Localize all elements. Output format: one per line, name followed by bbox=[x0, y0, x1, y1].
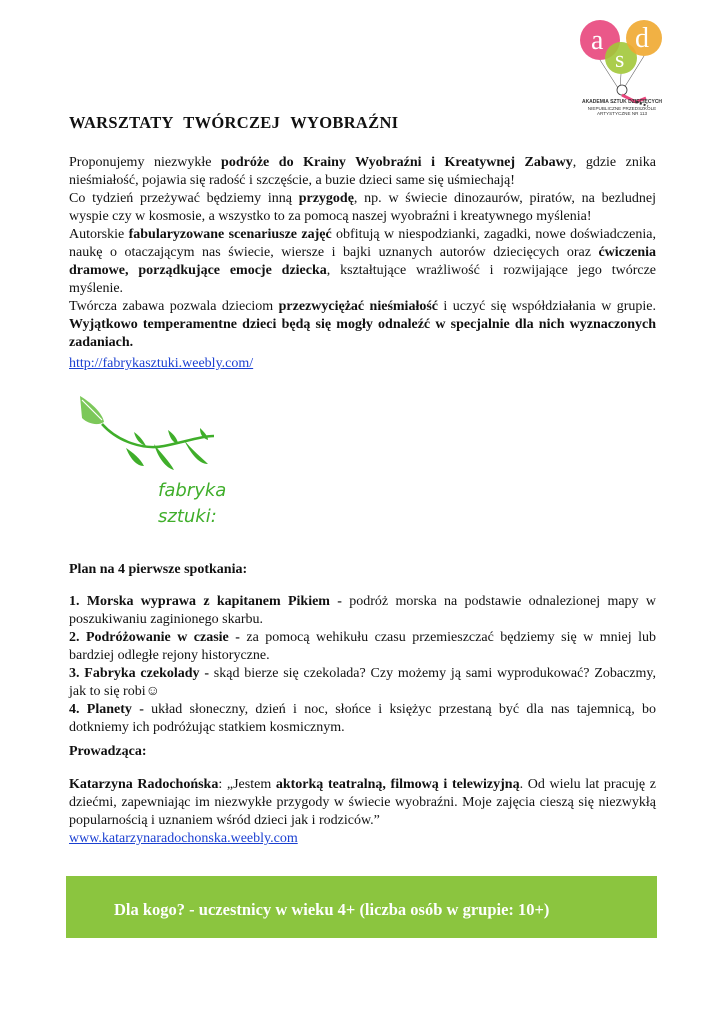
sztuki-word: sztuki: bbox=[158, 506, 217, 527]
leader-link[interactable]: www.katarzynaradochonska.weebly.com bbox=[69, 831, 298, 846]
leader-text: Katarzyna Radochońska: „Jestem aktorką teatralną, filmową i telewizyjną. Od wielu lat pracuję z dziećmi, zapewniając im niezwykłe przygody w świecie wyobraźni. Moje zajęcia cieszą się niezwykłą popularnością i uznaniem wśród dzieci jak i rodziców.” www.katarzynaradochonska.weebly.com bbox=[69, 777, 656, 846]
leader-heading: Prowadząca: bbox=[69, 744, 147, 759]
asd-caption-sub: NIEPUBLICZNE PRZEDSZKOLE ARTYSTYCZNE NR 113 bbox=[587, 105, 657, 116]
intro-paragraph-1: Proponujemy niezwykłe podróże do Krainy Wyobraźni i Kreatywnej Zabawy, gdzie znika nieśmiałość, pojawia się radość i szczęście, a buzie dzieci same się uśmiechają! bbox=[69, 155, 656, 188]
asd-letter-s: s bbox=[615, 47, 625, 73]
plan-item: 1. Morska wyprawa z kapitanem Pikiem - podróż morska na podstawie odnalezionej mapy w poszukiwaniu zaginionego skarbu. bbox=[69, 594, 656, 627]
intro-paragraph-2: Co tydzień przeżywać będziemy inną przygodę, np. w świecie dinozaurów, piratów, na bezludnej wyspie czy w kosmosie, a wszystko to za pomocą naszej wyobraźni i kreatywnego myślenia! bbox=[69, 191, 656, 224]
plan-list bbox=[69, 593, 656, 737]
plan-item: 4. Planety - układ słoneczny, dzień i noc, słońce i księżyc przestaną być dla nas tajemnicą, bo dotkniemy ich podróżując statkiem kosmicznym. bbox=[69, 702, 656, 735]
asd-logo-caption bbox=[572, 100, 672, 117]
fabryka-sztuki-logo bbox=[74, 392, 244, 532]
asd-caption-main: AKADEMIA SZTUK DZIECIĘCYCH bbox=[581, 99, 663, 105]
asd-letter-a: a bbox=[591, 25, 604, 56]
plan-heading: Plan na 4 pierwsze spotkania: bbox=[69, 562, 248, 577]
audience-banner bbox=[66, 876, 657, 938]
fabryka-word: fabryka bbox=[158, 480, 227, 501]
audience-text: Dla kogo? - uczestnicy w wieku 4+ (liczba osób w grupie: 10+) bbox=[114, 900, 550, 919]
intro-paragraph-4: Twórcza zabawa pozwala dzieciom przezwyciężać nieśmiałość i uczyć się współdziałania w grupie. Wyjątkowo temperamentne dzieci będą się mogły odnaleźć w specjalnie dla nich wyznaczonych zadaniach. bbox=[69, 299, 656, 350]
intro-text bbox=[69, 154, 656, 352]
asd-letter-d: d bbox=[635, 23, 649, 54]
page-title: WARSZTATY TWÓRCZEJ WYOBRAŹNI bbox=[69, 113, 399, 132]
fabryka-link[interactable]: http://fabrykasztuki.weebly.com/ bbox=[69, 356, 254, 371]
intro-paragraph-3: Autorskie fabularyzowane scenariusze zajęć obfitują w niespodzianki, zagadki, nowe doświadczenia, naukę o otaczającym nas świecie, wiersze i bajki uznanych autorów dziecięcych oraz ćwiczenia dramowe, porządkujące emocje dziecka, kształtujące wrażliwość i rozwijające jego twórcze myślenie. bbox=[69, 227, 656, 296]
leader-name: Katarzyna Radochońska bbox=[69, 777, 219, 792]
plan-item: 3. Fabryka czekolady - skąd bierze się czekolada? Czy możemy ją sami wyprodukować? Zobaczmy, jak to się robi☺ bbox=[69, 666, 656, 699]
plan-item: 2. Podróżowanie w czasie - za pomocą wehikułu czasu przemieszczać będziemy się w mniej lub bardziej odległe rejony historyczne. bbox=[69, 630, 656, 663]
fabryka-link-row bbox=[69, 355, 656, 373]
